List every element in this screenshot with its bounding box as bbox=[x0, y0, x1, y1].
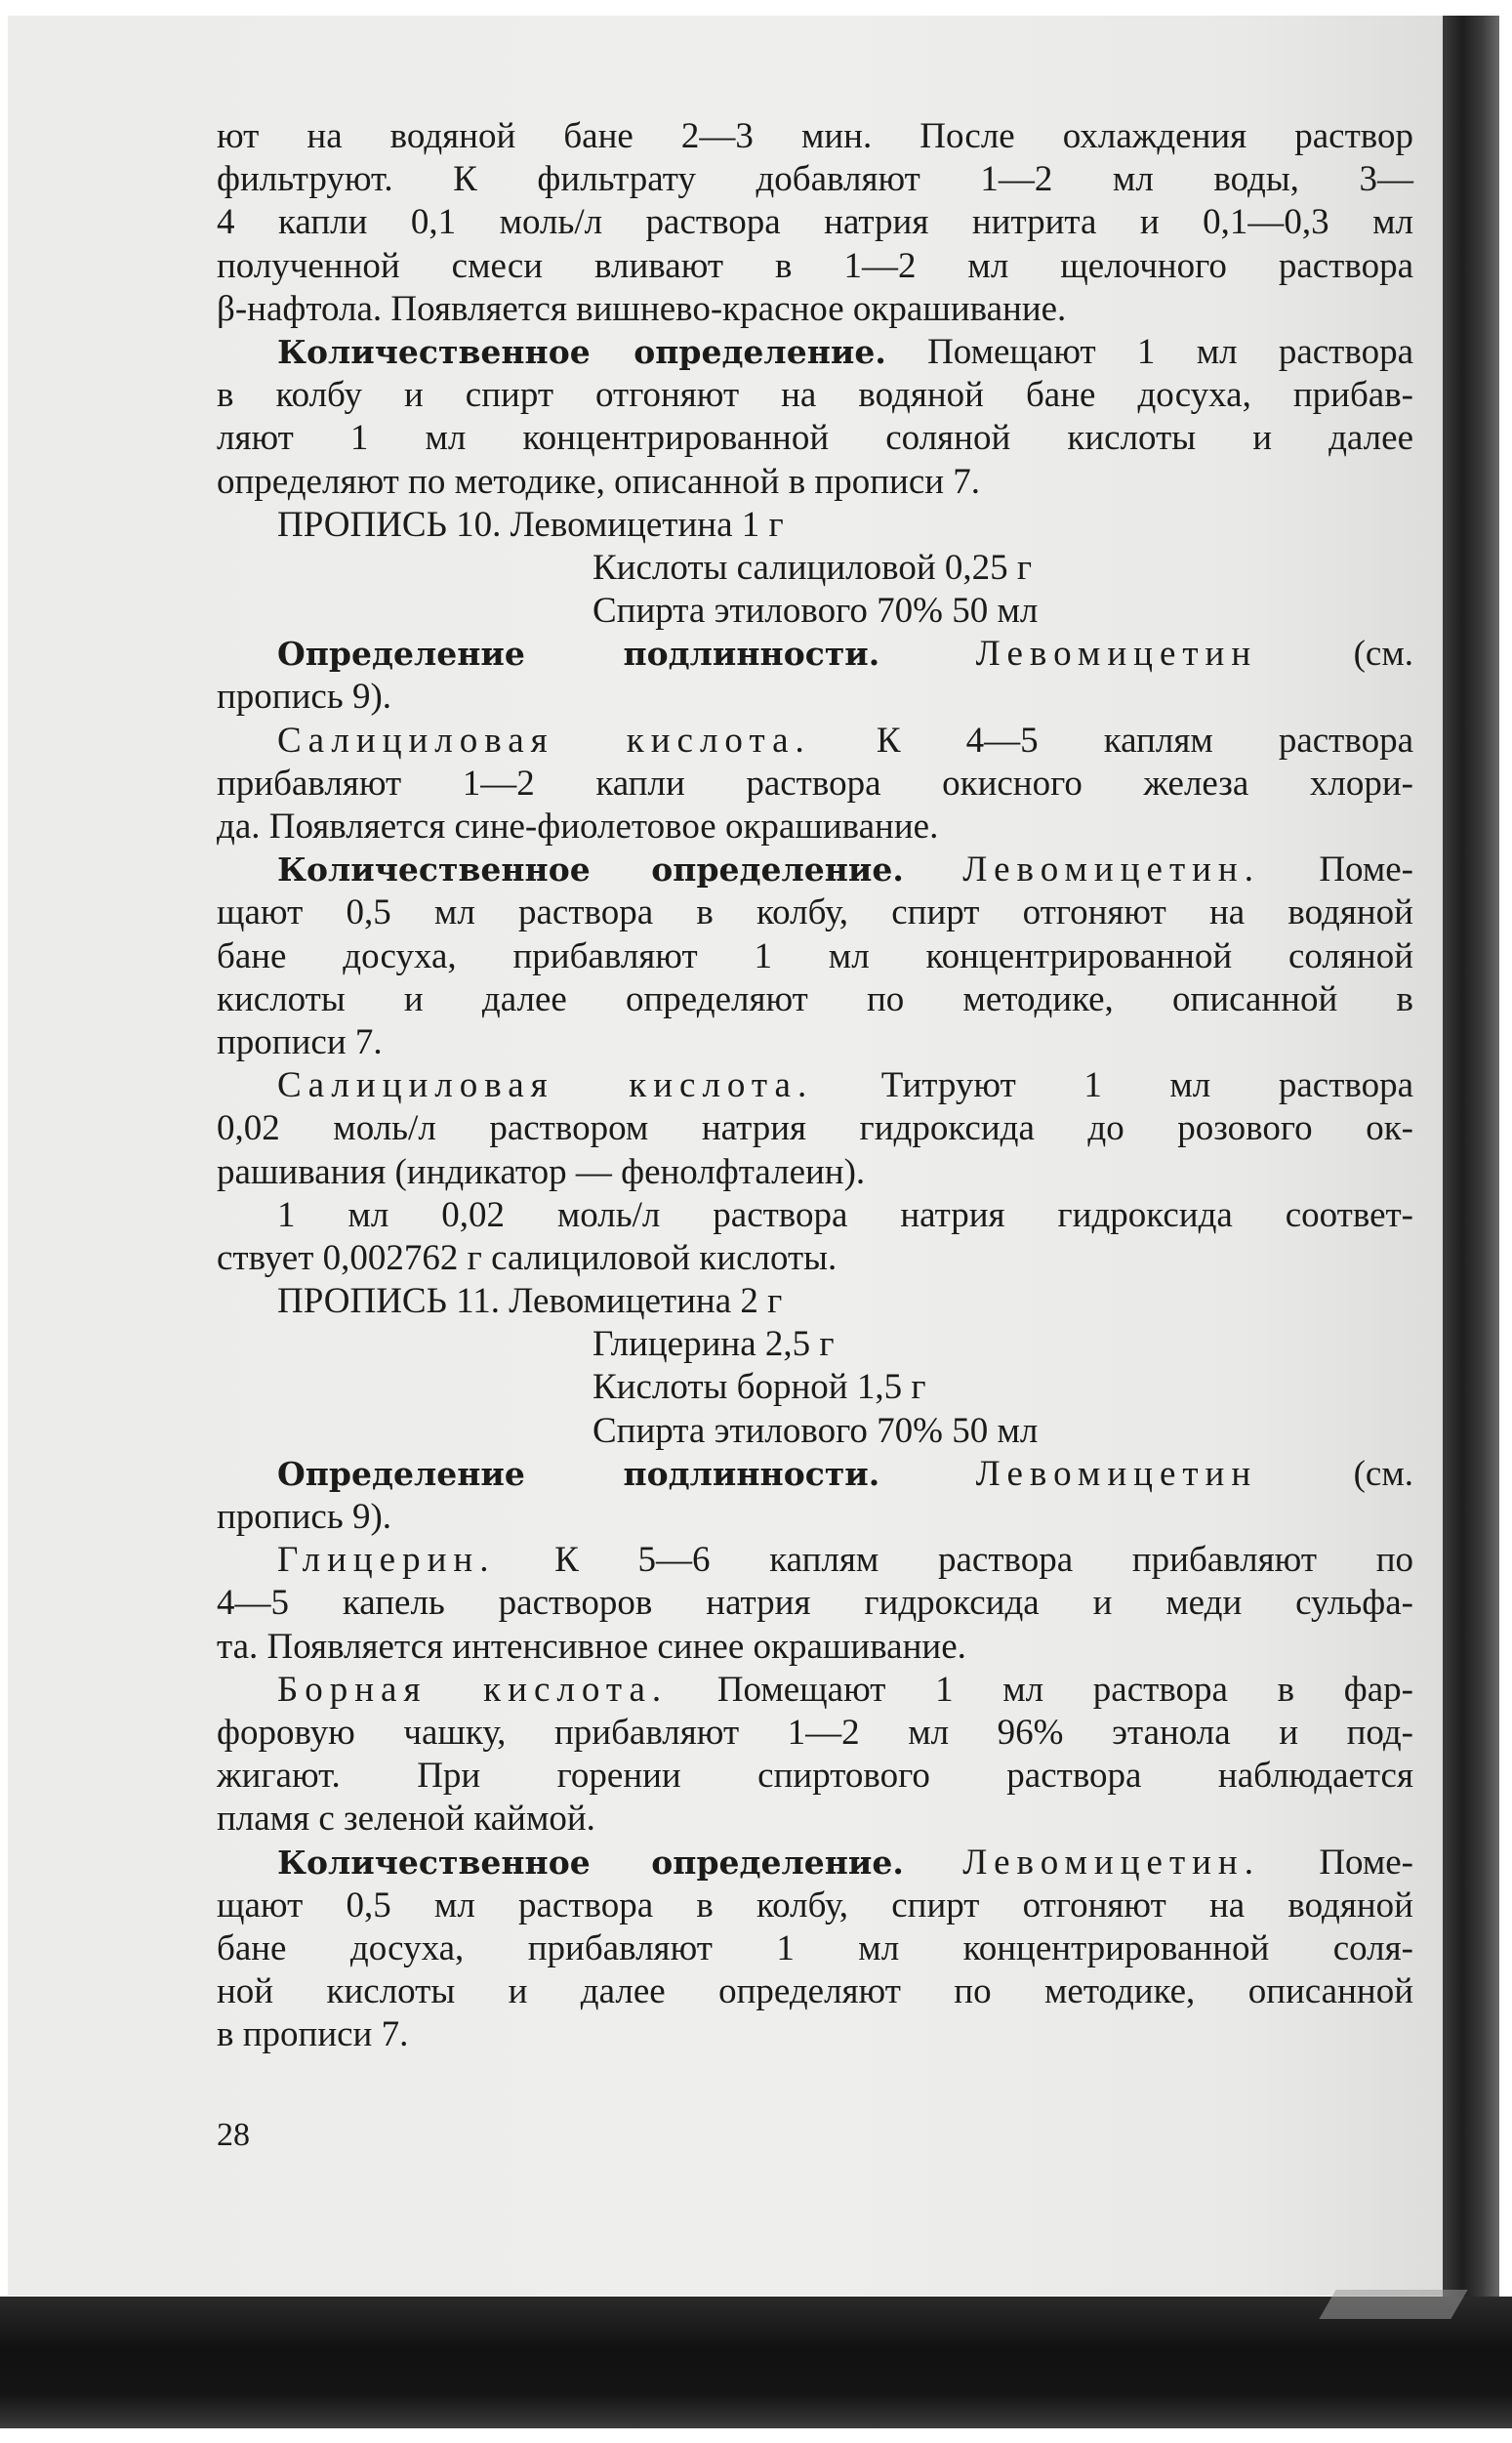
bold-heading: Определение подлинности. bbox=[277, 1454, 880, 1493]
text-line bbox=[217, 935, 1413, 978]
line-text: ляют 1 мл концентрированной соляной кислоты и далее bbox=[217, 418, 1413, 459]
line-text: Поме- bbox=[1259, 1842, 1413, 1883]
line-text: 4 капли 0,1 моль/л раствора натрия нитрита и 0,1—0,3 мл bbox=[217, 202, 1413, 243]
text-line bbox=[217, 1496, 1413, 1539]
text-line bbox=[217, 1410, 1413, 1453]
line-text: полученной смеси вливают в 1—2 мл щелочного раствора bbox=[217, 245, 1413, 286]
line-text: Глицерина 2,5 г bbox=[593, 1324, 835, 1365]
page-edge-highlight bbox=[1319, 2290, 1467, 2319]
line-text: щают 0,5 мл раствора в колбу, спирт отгоняют на водяной bbox=[217, 1884, 1413, 1925]
line-text: β-нафтола. Появляется вишнево-красное окрашивание. bbox=[217, 288, 1067, 329]
line-text: Помещают 1 мл раствора bbox=[885, 331, 1413, 372]
line-text: форовую чашку, прибавляют 1—2 мл 96% этанола и под- bbox=[217, 1712, 1413, 1753]
page-number: 28 bbox=[217, 2117, 250, 2153]
text-line bbox=[217, 1755, 1413, 1798]
text-line bbox=[217, 1323, 1413, 1366]
spaced-term: Левомицетин bbox=[975, 1453, 1258, 1494]
bold-heading: Количественное определение. bbox=[277, 850, 904, 890]
text-line bbox=[217, 806, 1413, 849]
line-text: щают 0,5 мл раствора в колбу, спирт отгоняют на водяной bbox=[217, 892, 1413, 933]
line-text: ной кислоты и далее определяют по методике, описанной bbox=[217, 1971, 1413, 2012]
text-line bbox=[217, 417, 1413, 460]
text-line bbox=[217, 1021, 1413, 1064]
line-text: кислоты и далее определяют по методике, описанной в bbox=[217, 978, 1413, 1019]
spaced-term: Глицерин. bbox=[277, 1540, 496, 1581]
text-line bbox=[217, 374, 1413, 417]
text-line bbox=[217, 978, 1413, 1021]
text-line bbox=[217, 504, 1413, 547]
bottom-edge-shadow bbox=[0, 2297, 1512, 2428]
bold-heading: Количественное определение. bbox=[277, 1843, 904, 1882]
line-text: Поме- bbox=[1259, 849, 1413, 890]
line-text: Кислоты салициловой 0,25 г bbox=[593, 547, 1033, 588]
line-text: пламя с зеленой каймой. bbox=[217, 1799, 595, 1840]
line-text: К 5—6 каплям раствора прибавляют по bbox=[495, 1540, 1413, 1581]
text-line bbox=[217, 1798, 1413, 1841]
line-text: ют на водяной бане 2—3 мин. После охлаждения раствор bbox=[217, 116, 1413, 156]
text-line bbox=[217, 763, 1413, 806]
text-line bbox=[217, 676, 1413, 719]
text-line bbox=[217, 1453, 1413, 1496]
spaced-term: Борная кислота. bbox=[277, 1669, 669, 1710]
line-text: К 4—5 каплям раствора bbox=[810, 720, 1413, 761]
text-line bbox=[217, 1970, 1413, 2013]
text-line bbox=[217, 590, 1413, 633]
text-line bbox=[217, 115, 1413, 158]
text-line bbox=[217, 547, 1413, 590]
spaced-term: Левомицетин. bbox=[962, 849, 1260, 890]
spaced-term: Салициловая кислота. bbox=[277, 1065, 814, 1106]
text-line bbox=[217, 1194, 1413, 1237]
line-text: Спирта этилового 70% 50 мл bbox=[593, 591, 1039, 632]
text-line bbox=[217, 720, 1413, 763]
line-text: определяют по методике, описанной в прописи 7. bbox=[217, 461, 981, 502]
line-text: фильтруют. К фильтрату добавляют 1—2 мл воды, 3— bbox=[217, 159, 1413, 200]
text-line bbox=[217, 288, 1413, 331]
line-text: рашивания (индикатор — фенолфталеин). bbox=[217, 1151, 866, 1192]
line-text: Титруют 1 мл раствора bbox=[813, 1065, 1414, 1106]
line-text: Кислоты борной 1,5 г bbox=[593, 1367, 926, 1408]
text-line bbox=[217, 849, 1413, 891]
line-text: ПРОПИСЬ 10. Левомицетина 1 г bbox=[277, 504, 784, 545]
body-text bbox=[217, 115, 1413, 2056]
line-text: бане досуха, прибавляют 1 мл концентрированной соля- bbox=[217, 1927, 1413, 1968]
line-text: пропись 9). bbox=[217, 677, 392, 718]
line-text: 1 мл 0,02 моль/л раствора натрия гидроксида соответ- bbox=[277, 1194, 1413, 1235]
line-text: ствует 0,002762 г салициловой кислоты. bbox=[217, 1237, 838, 1278]
book-spine-shadow bbox=[1443, 16, 1499, 2427]
text-line bbox=[217, 1107, 1413, 1150]
line-text: 0,02 моль/л раствором натрия гидроксида до розового ок- bbox=[217, 1108, 1413, 1149]
text-line bbox=[217, 1626, 1413, 1669]
text-line bbox=[217, 1366, 1413, 1409]
text-line bbox=[217, 1884, 1413, 1927]
spaced-term: Левомицетин bbox=[975, 634, 1258, 675]
text-line bbox=[217, 201, 1413, 244]
line-text: в прописи 7. bbox=[217, 2014, 409, 2055]
text-line bbox=[217, 1539, 1413, 1582]
line-text: Спирта этилового 70% 50 мл bbox=[593, 1410, 1039, 1451]
line-text: (см. bbox=[1257, 1453, 1413, 1494]
line-text: ПРОПИСЬ 11. Левомицетина 2 г bbox=[277, 1281, 783, 1322]
text-line bbox=[217, 633, 1413, 676]
text-line bbox=[217, 1582, 1413, 1625]
line-text: прописи 7. bbox=[217, 1021, 383, 1062]
text-line bbox=[217, 1927, 1413, 1970]
text-line bbox=[217, 891, 1413, 934]
bold-heading: Количественное определение. bbox=[277, 332, 886, 371]
text-line bbox=[217, 461, 1413, 504]
spaced-term: Салициловая кислота. bbox=[277, 720, 811, 761]
text-line bbox=[217, 158, 1413, 201]
line-text: Помещают 1 мл раствора в фар- bbox=[668, 1669, 1413, 1710]
text-line bbox=[217, 1712, 1413, 1755]
line-text: да. Появляется сине-фиолетовое окрашивание. bbox=[217, 807, 939, 847]
text-line bbox=[217, 1064, 1413, 1107]
text-line bbox=[217, 1842, 1413, 1884]
bold-heading: Определение подлинности. bbox=[277, 635, 880, 674]
line-text: в колбу и спирт отгоняют на водяной бане досуха, прибав- bbox=[217, 375, 1413, 416]
text-line bbox=[217, 1669, 1413, 1712]
text-line bbox=[217, 2013, 1413, 2056]
line-text: прибавляют 1—2 капли раствора окисного железа хлори- bbox=[217, 763, 1413, 804]
text-line bbox=[217, 1280, 1413, 1323]
spaced-term: Левомицетин. bbox=[962, 1842, 1260, 1883]
line-text: та. Появляется интенсивное синее окрашивание. bbox=[217, 1626, 966, 1667]
line-text: 4—5 капель растворов натрия гидроксида и меди сульфа- bbox=[217, 1583, 1413, 1624]
line-text: жигают. При горении спиртового раствора наблюдается bbox=[217, 1756, 1413, 1797]
line-text: (см. bbox=[1257, 634, 1413, 675]
line-text: бане досуха, прибавляют 1 мл концентрированной соляной bbox=[217, 935, 1413, 976]
text-line bbox=[217, 331, 1413, 374]
line-text: пропись 9). bbox=[217, 1497, 392, 1537]
text-line bbox=[217, 1151, 1413, 1194]
text-line bbox=[217, 245, 1413, 288]
text-line bbox=[217, 1237, 1413, 1280]
